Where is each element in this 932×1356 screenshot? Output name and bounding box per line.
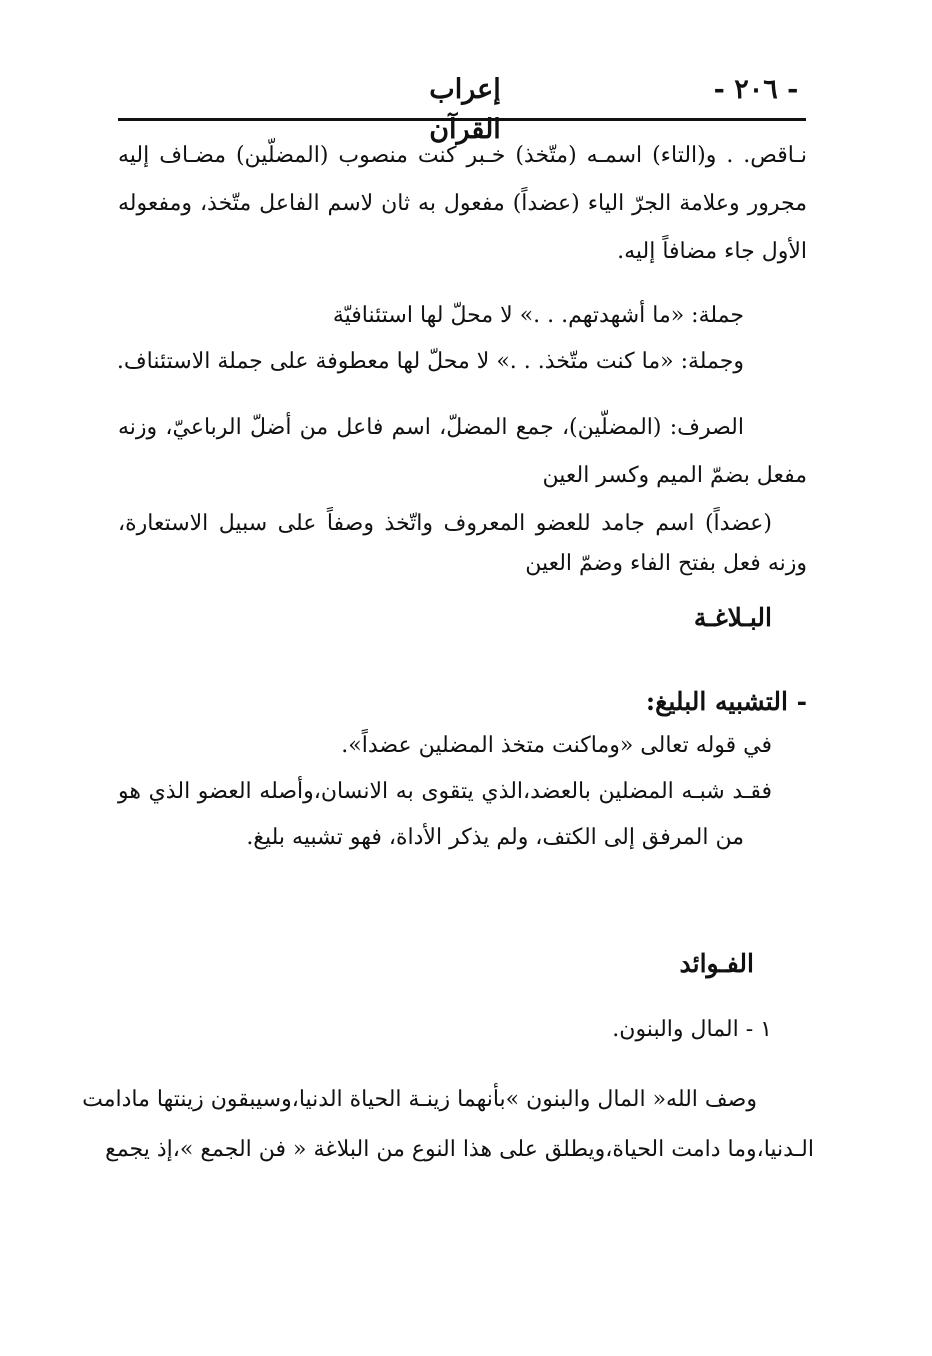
morphology-line: مفعل بضمّ الميم وكسر العين (542, 463, 807, 488)
sentence-analysis-line: وجملة: «ما كنت متّخذ. . .» لا محلّ لها معطوفة على جملة الاستئناف. (116, 349, 744, 374)
section-heading-balagha: البـلاغـة (693, 603, 772, 632)
paragraph-line: الأول جاء مضافاً إليه. (617, 239, 807, 264)
page-number: - ٢٠٦ - (713, 74, 799, 105)
paragraph-line: الـدنيا،وما دامت الحياة،ويطلق على هذا النوع من البلاغة « فن الجمع »،إذ يجمع (105, 1137, 814, 1162)
header-divider (118, 118, 806, 121)
paragraph-line: نـاقص. . و(التاء) اسمـه (متّخذ) خـبر كنت منصوب (المضلّين) مضـاف إليه (118, 143, 807, 168)
paragraph-line: فقـد شبـه المضلين بالعضد،الذي يتقوى به الانسان،وأصله العضو الذي هو (118, 779, 772, 804)
sentence-analysis-line: جملة: «ما أشهدتهم. . .» لا محلّ لها استئنافيّة (332, 303, 744, 328)
paragraph-line: وصف الله« المال والبنون »بأنهما زينـة الحياة الدنيا،وسيبقون زينتها مادامت (82, 1087, 757, 1112)
section-heading-fawaid: الفـوائد (679, 949, 754, 978)
paragraph-line: في قوله تعالى «وماكنت متخذ المضلين عضداً». (341, 733, 772, 758)
morphology-line: وزنه فعل بفتح الفاء وضمّ العين (525, 551, 807, 576)
morphology-line: الصرف: (المضلّين)، جمع المضلّ، اسم فاعل من أضلّ الرباعيّ، وزنه (118, 415, 744, 440)
running-title: إعراب القرآن (429, 74, 501, 145)
morphology-line: (عضداً) اسم جامد للعضو المعروف واتّخذ وصفاً على سبيل الاستعارة، (118, 511, 772, 536)
subsection-heading: - التشبيه البليغ: (645, 687, 807, 716)
paragraph-line: من المرفق إلى الكتف، ولم يذكر الأداة، فهو تشبيه بليغ. (246, 825, 744, 850)
list-item: ١ - المال والبنون. (612, 1017, 772, 1042)
paragraph-line: مجرور وعلامة الجرّ الياء (عضداً) مفعول به ثان لاسم الفاعل متّخذ، ومفعوله (118, 191, 807, 216)
